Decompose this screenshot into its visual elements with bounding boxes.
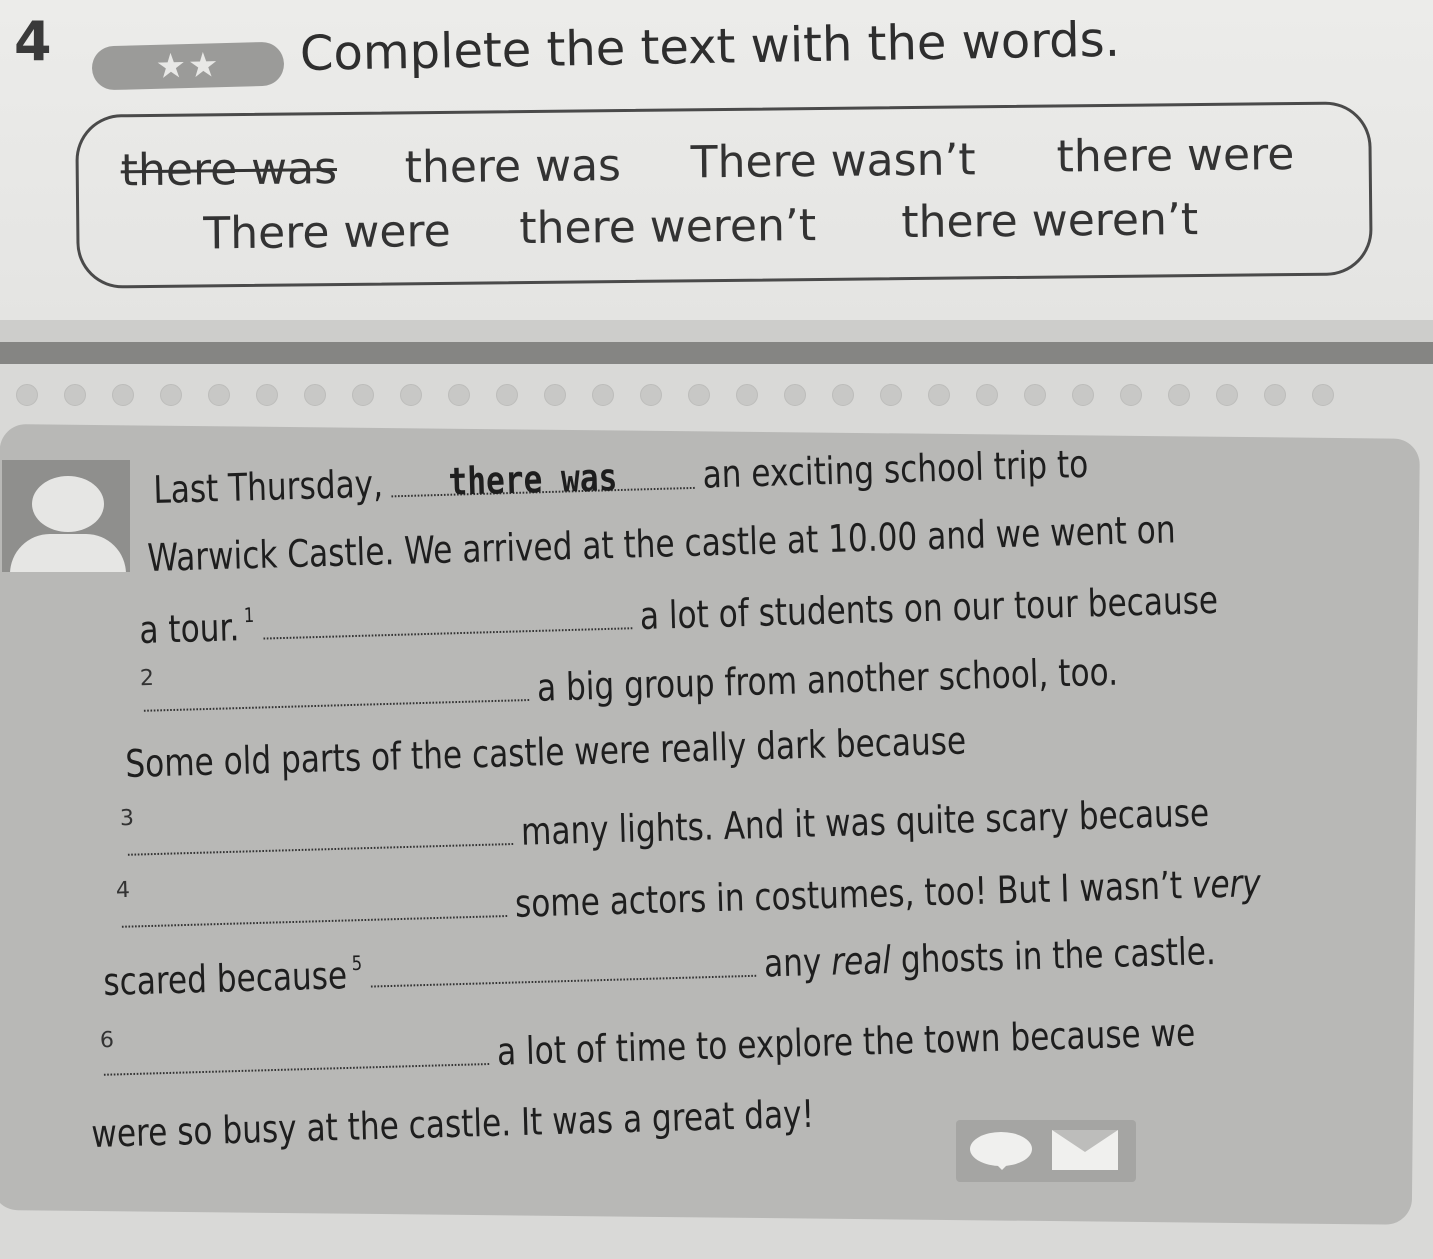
envelope-icon: [1052, 1130, 1118, 1170]
text-line-6: many lights. And it was quite scary because: [119, 790, 1210, 865]
gap-number-2: 2: [139, 665, 155, 692]
word-option: there weren’t: [519, 200, 817, 255]
divider-shadow: [0, 320, 1433, 342]
dotted-divider: [16, 384, 1433, 406]
text-line-7: some actors in costumes, too! But I wasn’t very: [113, 860, 1262, 937]
answer-gap-example: there was: [390, 453, 694, 497]
word-option-used: there was: [120, 143, 338, 197]
divider-band: [0, 342, 1433, 364]
word-option: there weren’t: [901, 194, 1199, 249]
word-option: There were: [203, 205, 451, 260]
word-option: there were: [1056, 129, 1295, 183]
gap-number-6: 6: [99, 1027, 115, 1054]
text-line-3: a tour. $^1$ a lot of students on our tour because: [138, 577, 1219, 652]
word-box: [75, 101, 1373, 289]
message-icons: [956, 1120, 1136, 1182]
gap-number-3: 3: [119, 805, 135, 832]
text-line-8: scared because $^5$ any real ghosts in the castle.: [102, 928, 1217, 1004]
exercise-instruction: Complete the text with the words.: [299, 11, 1121, 82]
word-option: there was: [404, 140, 622, 194]
text-line-4: a big group from another school, too.: [135, 649, 1119, 721]
difficulty-badge: [91, 41, 284, 90]
answer-gap-1[interactable]: [262, 593, 632, 639]
text-line-2: Warwick Castle. We arrived at the castle at 10.00 and we went on: [146, 507, 1177, 580]
text-line-5: Some old parts of the castle were really dark because: [124, 718, 967, 786]
exercise-number: 4: [14, 10, 52, 73]
text-line-9: a lot of time to explore the town because we: [95, 1009, 1196, 1085]
gap-number-4: 4: [115, 877, 131, 904]
speech-bubble-icon: [970, 1132, 1032, 1166]
text-line-1: Last Thursday, there was an exciting school trip to: [152, 441, 1089, 512]
text-line-10: were so busy at the castle. It was a great day!: [90, 1091, 815, 1156]
star-icon: ★★: [155, 45, 221, 87]
word-option: There wasn’t: [690, 134, 976, 189]
person-icon: [2, 460, 130, 572]
